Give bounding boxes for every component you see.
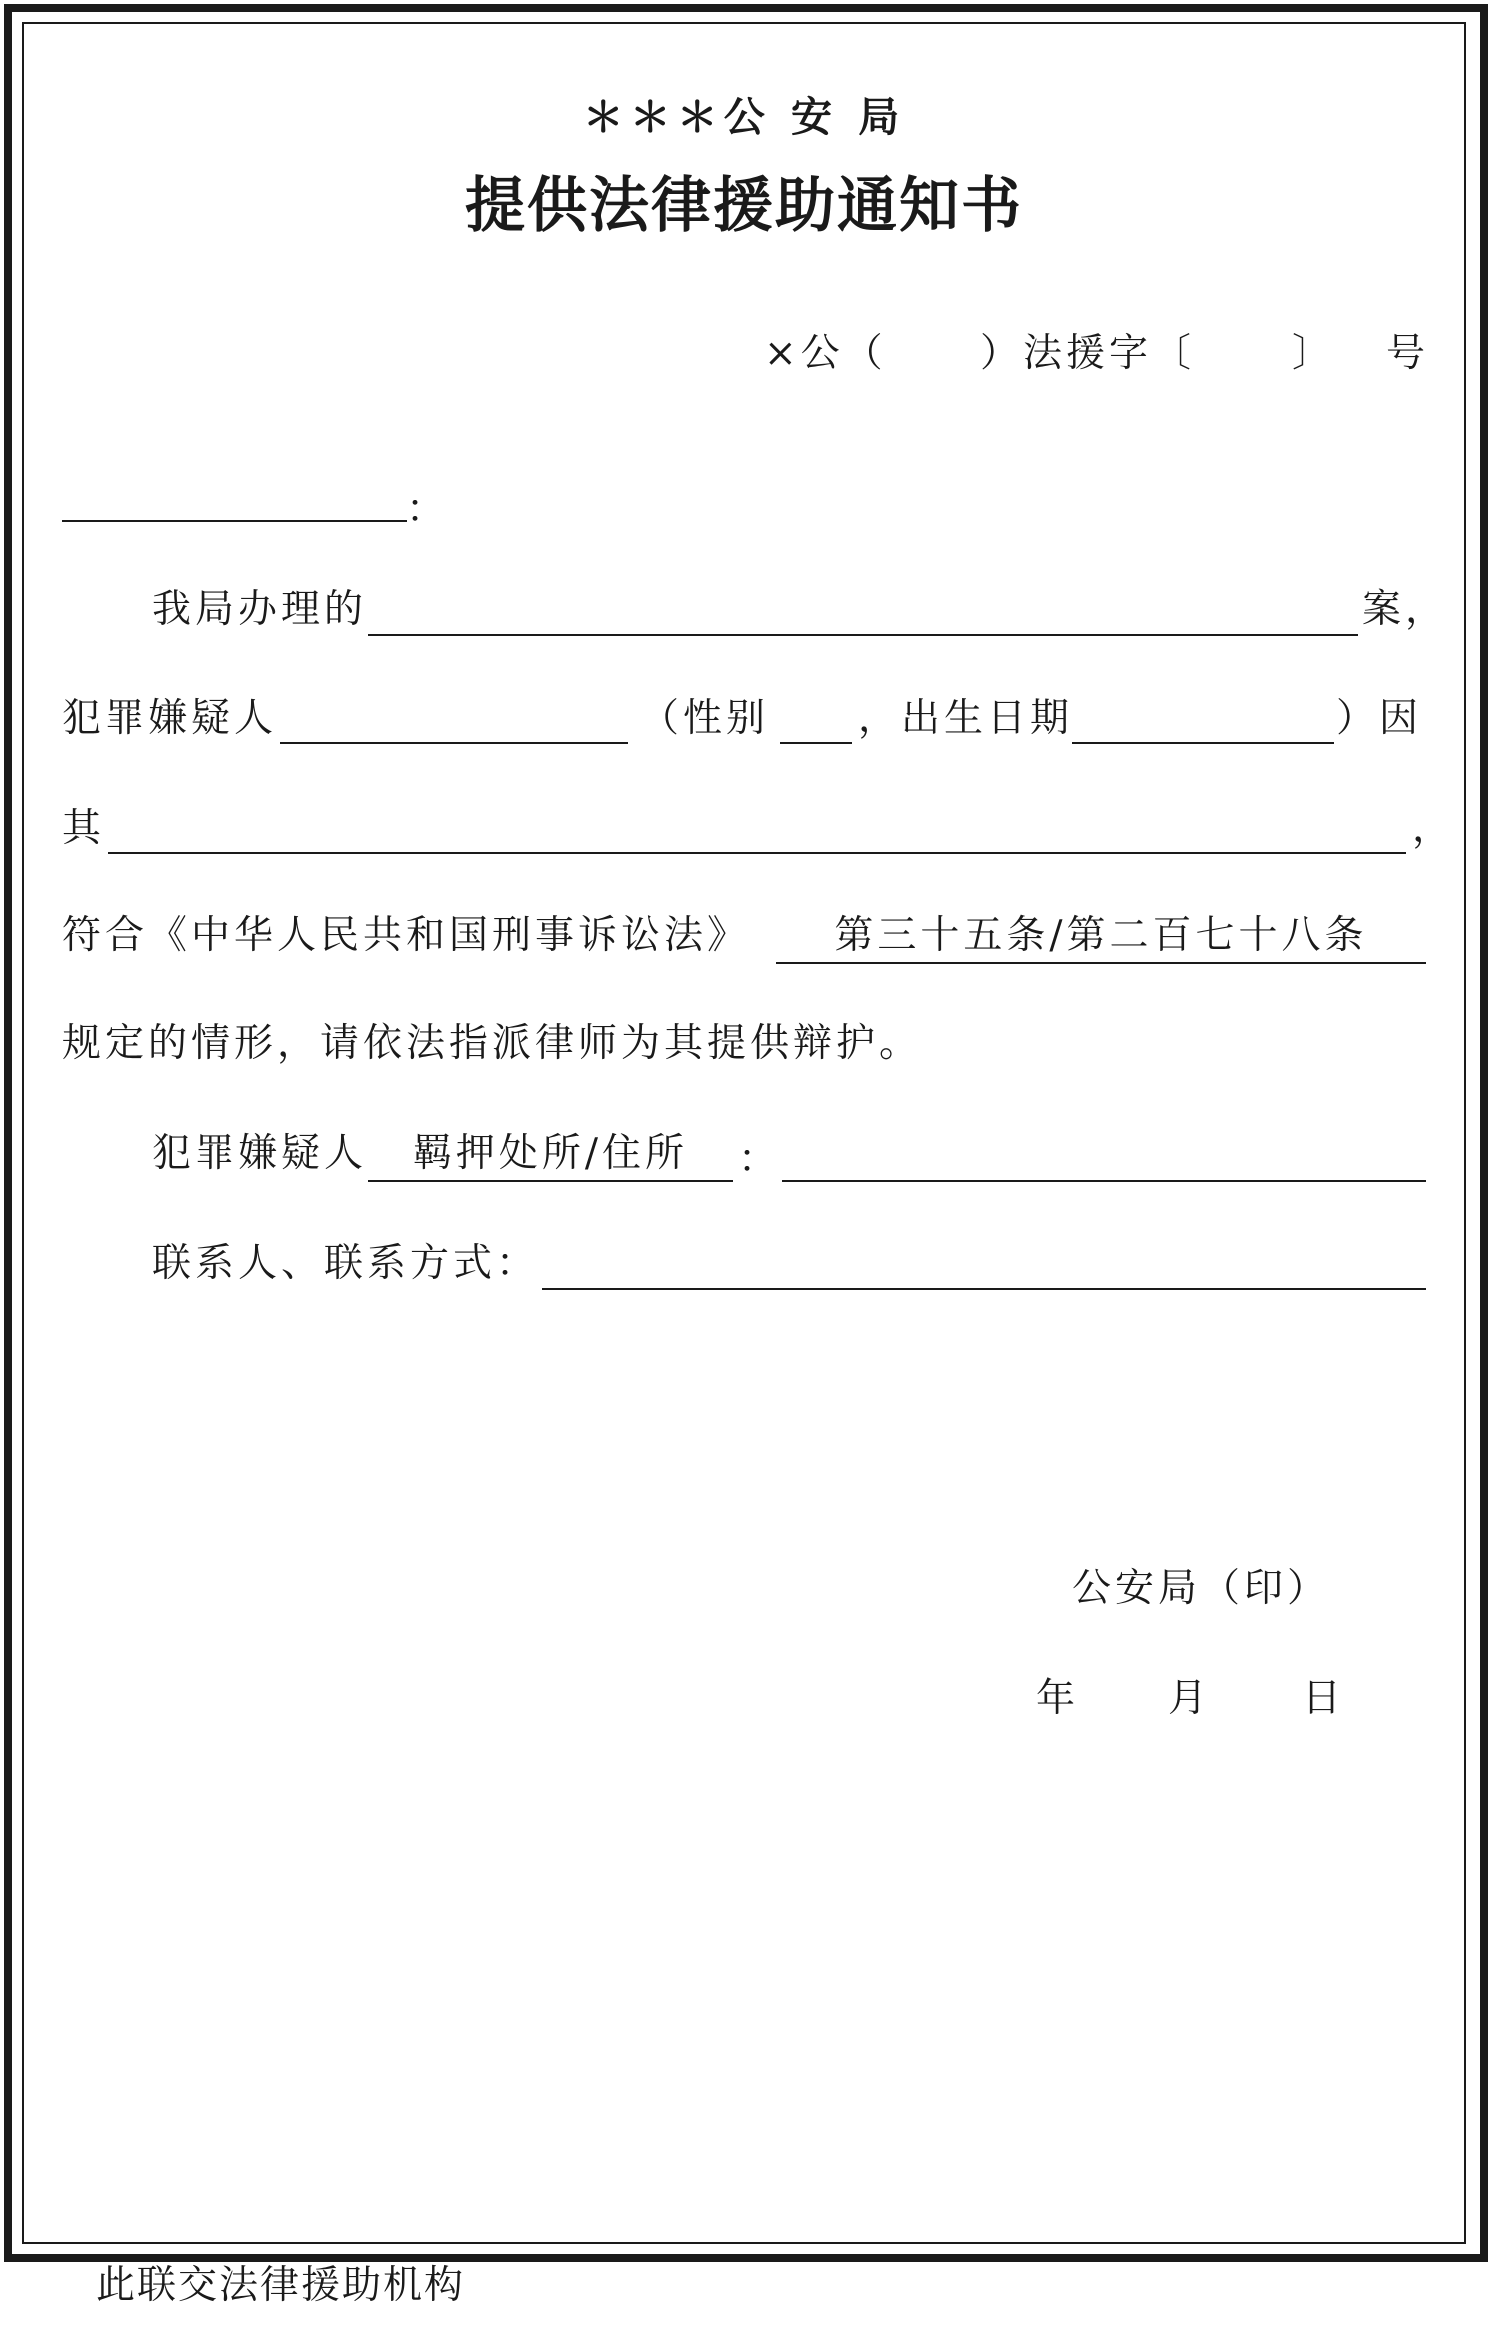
document-title: 提供法律援助通知书 (465, 171, 1023, 241)
gender-label: （性别 (640, 696, 770, 741)
law-reference: 符合《中华人民共和国刑事诉讼法》 (62, 913, 751, 958)
copy-note: 此联交法律援助机构 (96, 2263, 466, 2308)
date-day: 日 (1302, 1676, 1346, 1721)
because-label: ）因 (1336, 696, 1423, 741)
doc-number-mid: ）法援字〔 (980, 331, 1196, 376)
seal-label: 公安局（印） (1072, 1566, 1331, 1611)
suspect-name-blank (280, 742, 628, 744)
birth-date-blank (1072, 742, 1334, 744)
case-prefix: 我局办理的 (152, 587, 368, 632)
custody-address-blank (782, 1180, 1426, 1182)
law-article-fill: 第三十五条/第二百七十八条 (834, 913, 1368, 958)
gender-blank (780, 742, 852, 744)
custody-colon: ： (738, 1137, 782, 1182)
law-article-blank (776, 962, 1426, 964)
custody-place-fill: 羁押处所/住所 (412, 1131, 689, 1176)
contact-prefix: 联系人、联系方式： (152, 1241, 540, 1286)
addressee-blank (62, 520, 407, 522)
suspect-prefix: 犯罪嫌疑人 (62, 696, 278, 741)
reason-blank (108, 852, 1406, 854)
contact-blank (542, 1288, 1426, 1290)
birth-label: ，出生日期 (858, 696, 1074, 741)
date-month: 月 (1168, 1676, 1212, 1721)
addressee-colon: ： (406, 487, 450, 532)
doc-number-suffix: 号 (1386, 331, 1430, 376)
reason-prefix: 其 (62, 806, 106, 851)
doc-number-end: 〕 (1292, 331, 1336, 376)
doc-number-prefix: ×公（ (764, 331, 887, 376)
case-suffix: 案， (1362, 587, 1449, 632)
reason-suffix: ， (1412, 806, 1456, 851)
date-year: 年 (1036, 1676, 1080, 1721)
case-name-blank (368, 634, 1358, 636)
request-statement: 规定的情形，请依法指派律师为其提供辩护。 (62, 1021, 923, 1066)
custody-prefix: 犯罪嫌疑人 (152, 1131, 368, 1176)
agency-name: ＊＊＊公 安 局 (582, 93, 906, 141)
custody-label-line (368, 1180, 733, 1182)
